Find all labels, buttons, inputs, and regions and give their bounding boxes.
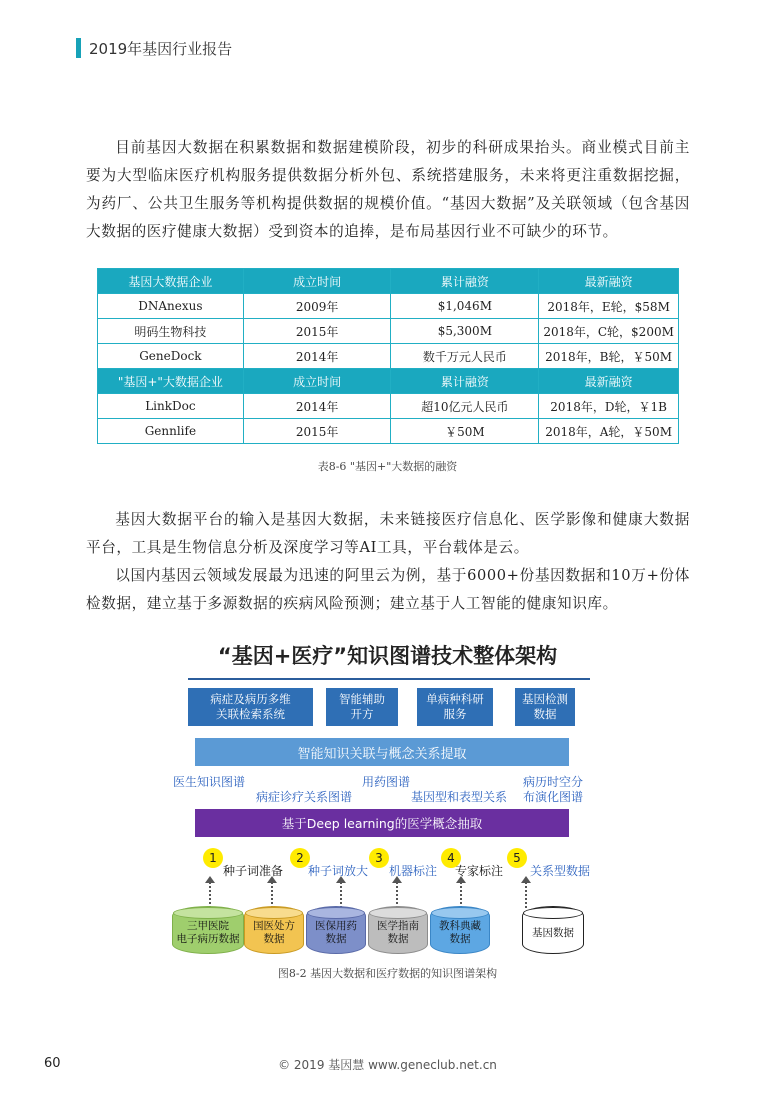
table-header-cell: "基因+"大数据企业 [98,369,244,394]
data-source-cylinder [522,906,584,954]
service-line: 数据 [533,707,557,721]
cylinder-line: 基因数据 [532,926,574,939]
step-number-badge: 2 [290,848,310,868]
table-cell: 2015年 [243,319,391,344]
cylinder-line: 数据 [325,933,347,945]
table-cell: 2018年，A轮，￥50M [539,419,679,444]
service-line: 基因检测 [522,692,568,706]
table-header-row [98,269,679,294]
table-cell: 2018年，C轮，$200M [539,319,679,344]
header-title: 2019年基因行业报告 [89,39,233,58]
data-source-cylinder [244,906,304,954]
table-cell: 超10亿元人民币 [391,394,539,419]
table-header-cell: 基因大数据企业 [98,269,244,294]
cylinder-line: 电子病历数据 [176,933,240,945]
table-row [98,394,679,419]
table-header-row [98,369,679,394]
step-label: 种子词放大 [308,864,369,878]
diagram-title: “基因+医疗”知识图谱技术整体架构 [217,644,558,668]
cylinder-line: 国医处方 [253,920,295,932]
table-cell: 数千万元人民币 [391,344,539,369]
table-cell: 2018年，D轮，￥1B [539,394,679,419]
table-row [98,344,679,369]
cylinder-top [523,907,583,919]
paragraph-text: 目前基因大数据在积累数据和数据建模阶段，初步的科研成果抬头。商业模式目前主要为大型临床医疗机构服务提供数据分析外包、系统搭建服务，未来将更注重数据挖掘，为药厂、公共卫生服务等机构提供数据的规模价值。“基因大数据”及关联领域（包含基因大数据的医疗健康大数据）受到资本的追捧，是布局基因行业不可缺少的环节。 [86,139,690,240]
cylinder-top [369,907,427,919]
table-cell: 2014年 [243,394,391,419]
up-arrow-icon [340,882,342,908]
service-box [188,688,313,726]
page-header [76,38,232,58]
up-arrow-icon [460,882,462,908]
funding-table [97,268,679,444]
table-row [98,419,679,444]
table-cell: 2015年 [243,419,391,444]
step-number-badge: 1 [203,848,223,868]
table-header-cell: 成立时间 [243,269,391,294]
step-label: 专家标注 [455,864,504,878]
up-arrow-icon [209,882,211,908]
data-source-cylinder [306,906,366,954]
body-paragraphs [86,506,690,618]
page-number: 60 [44,1056,61,1071]
cylinder-line: 数据 [449,933,471,945]
up-arrow-icon [525,882,527,908]
data-source-cylinder [172,906,244,954]
data-source-cylinder [430,906,490,954]
up-arrow-icon [271,882,273,908]
service-line: 单病种科研 [426,692,484,706]
table-caption: 表8-6 "基因+"大数据的融资 [317,460,458,473]
diagram-title-underline [188,678,590,680]
table-cell: DNAnexus [98,294,244,319]
step-label: 种子词准备 [223,864,284,878]
intro-paragraph [86,134,690,246]
service-line: 开方 [350,707,374,721]
graph-label: 病历时空分 [523,775,584,789]
table-cell: 2009年 [243,294,391,319]
service-line: 关联检索系统 [216,707,285,721]
graph-label: 病症诊疗关系图谱 [256,790,353,804]
cylinder-top [245,907,303,919]
knowledge-extraction-band: 智能知识关联与概念关系提取 [195,738,569,766]
table-row [98,319,679,344]
table-cell: 2018年，B轮，￥50M [539,344,679,369]
service-box [515,688,575,726]
service-line: 智能辅助 [339,692,385,706]
table-cell: 明码生物科技 [98,319,244,344]
table-cell: 2014年 [243,344,391,369]
graph-label: 布演化图谱 [523,790,584,804]
footer-copyright: © 2019 基因慧 www.geneclub.net.cn [278,1058,497,1072]
cylinder-top [307,907,365,919]
table-cell: 2018年，E轮，$58M [539,294,679,319]
header-accent-bar [76,38,81,58]
table-cell: $1,046M [391,294,539,319]
cylinder-line: 三甲医院 [187,920,229,932]
table-cell: Gennlife [98,419,244,444]
step-number-badge: 3 [369,848,389,868]
service-line: 病症及病历多维 [210,692,291,706]
table-header-cell: 最新融资 [539,269,679,294]
cylinder-line: 医保用药 [315,920,357,932]
table-cell: LinkDoc [98,394,244,419]
cylinder-line: 教科典藏 [439,920,481,932]
step-label: 机器标注 [389,864,438,878]
graph-label: 用药图谱 [362,775,411,789]
step-number-badge: 4 [441,848,461,868]
cylinder-line: 数据 [263,933,285,945]
table-header-cell: 最新融资 [539,369,679,394]
cylinder-top [431,907,489,919]
table-cell: ￥50M [391,419,539,444]
cylinder-line: 数据 [387,933,409,945]
paragraph-text: 基因大数据平台的输入是基因大数据，未来链接医疗信息化、医学影像和健康大数据平台，工具是生物信息分析及深度学习等AI工具，平台载体是云。 [86,511,690,556]
graph-label: 基因型和表型关系 [411,790,508,804]
cylinder-top [173,907,243,919]
figure-caption: 图8-2 基因大数据和医疗数据的知识图谱架构 [277,967,498,980]
step-label: 关系型数据 [530,864,591,878]
concept-extraction-band: 基于Deep learning的医学概念抽取 [195,809,569,837]
graph-label: 医生知识图谱 [173,775,246,789]
table-header-cell: 成立时间 [243,369,391,394]
paragraph-text: 以国内基因云领域发展最为迅速的阿里云为例，基于6000+份基因数据和10万+份体检数据，建立基于多源数据的疾病风险预测；建立基于人工智能的健康知识库。 [86,567,690,612]
table-cell: $5,300M [391,319,539,344]
service-box [417,688,493,726]
table-header-cell: 累计融资 [391,269,539,294]
cylinder-line: 医学指南 [377,920,419,932]
service-box [326,688,398,726]
table-cell: GeneDock [98,344,244,369]
table-header-cell: 累计融资 [391,369,539,394]
data-source-cylinder [368,906,428,954]
up-arrow-icon [396,882,398,908]
step-number-badge: 5 [507,848,527,868]
service-line: 服务 [443,707,467,721]
table-row [98,294,679,319]
